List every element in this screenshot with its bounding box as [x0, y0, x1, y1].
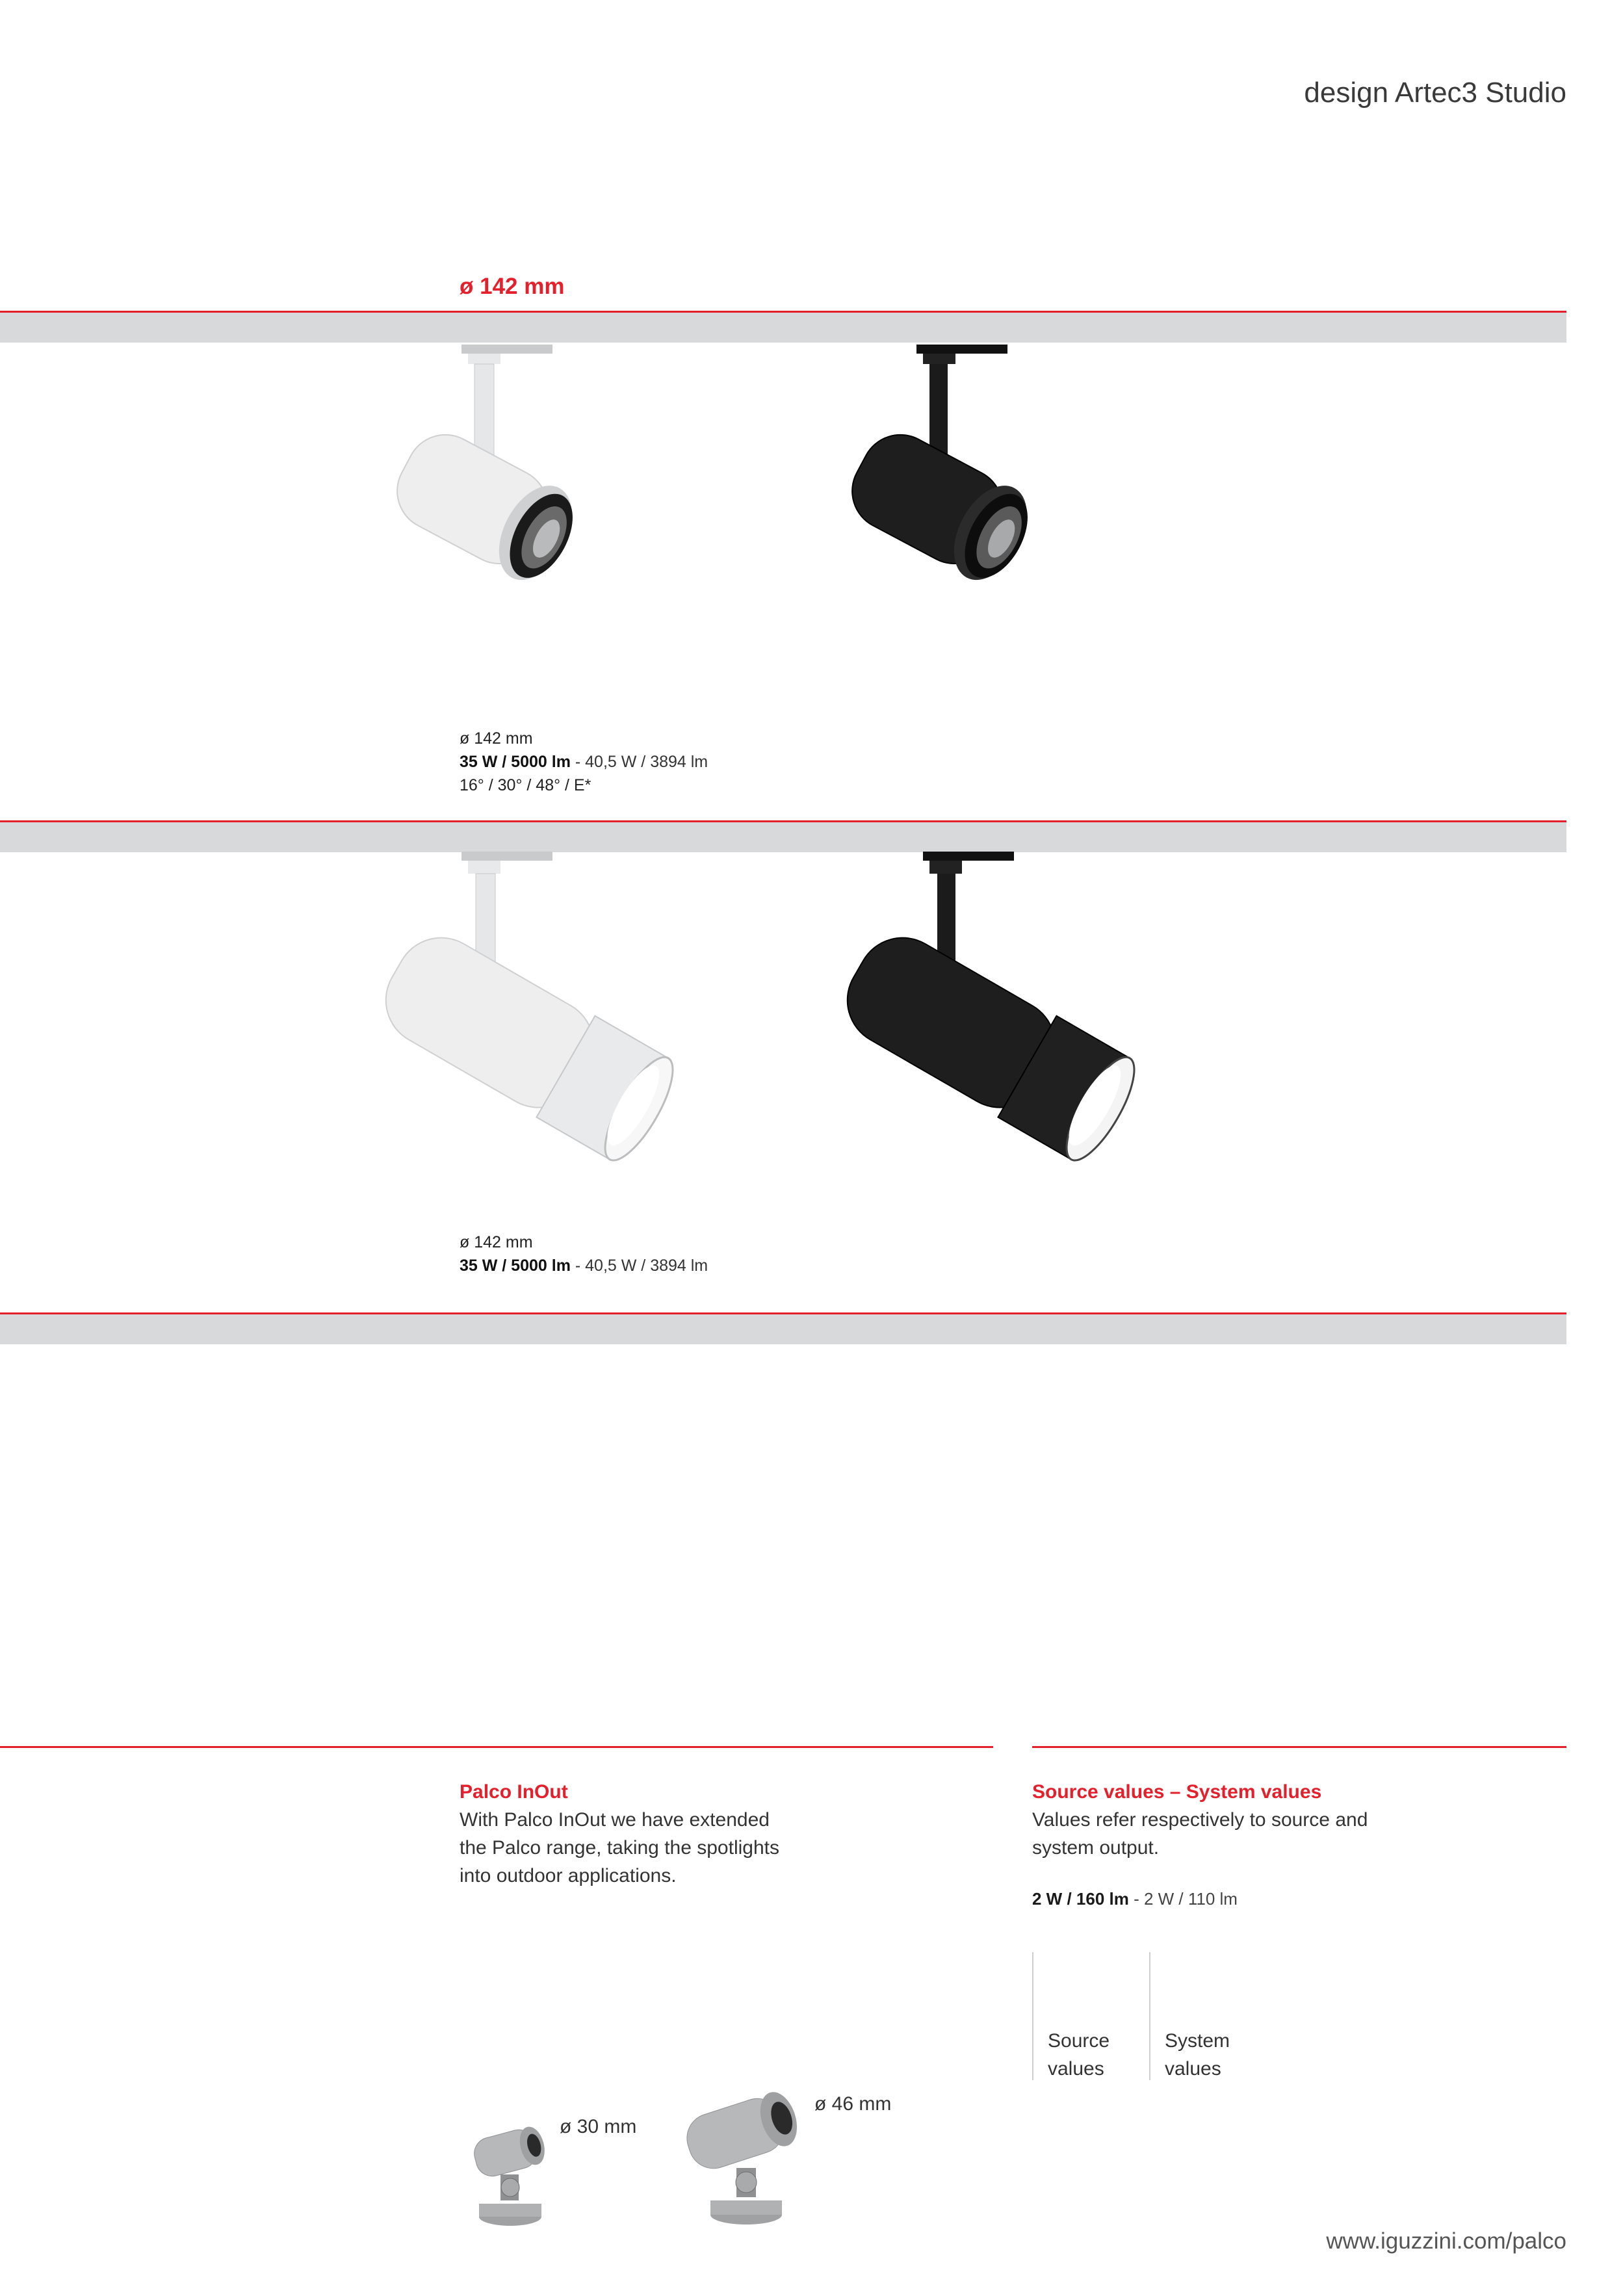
- inout-small-spotlight-image: [465, 2106, 556, 2230]
- inout-small-label: ø 30 mm: [560, 2116, 637, 2137]
- spotlight-white-snoot-image: [351, 845, 702, 1209]
- product-spec-1: [460, 727, 708, 797]
- spotlight-white-image: [364, 338, 650, 644]
- values-line-2: system output.: [1032, 1837, 1160, 1859]
- product-source-power: 35 W / 5000 lm: [460, 1257, 571, 1275]
- system-bracket-line: [1149, 1952, 1150, 2080]
- spotlight-black-image: [819, 338, 1105, 644]
- source-values-label: Source values: [1048, 2030, 1110, 2080]
- product-diameter: ø 142 mm: [460, 729, 533, 748]
- product-beam-angles: 16° / 30° / 48° / E*: [460, 776, 591, 794]
- track-band: [0, 313, 1566, 343]
- inout-large-label: ø 46 mm: [814, 2093, 892, 2115]
- source-bracket-line: [1032, 1952, 1033, 2080]
- product-source-power: 35 W / 5000 lm: [460, 753, 571, 771]
- spotlight-black-snoot-image: [812, 845, 1163, 1209]
- footer-url[interactable]: www.iguzzini.com/palco: [1326, 2228, 1566, 2254]
- example-system-value: - 2 W / 110 lm: [1128, 1889, 1238, 1909]
- system-values-label: System values: [1165, 2030, 1230, 2080]
- inout-line-2: the Palco range, taking the spotlights: [460, 1837, 779, 1859]
- divider-line: [0, 1746, 993, 1748]
- inout-line-3: into outdoor applications.: [460, 1865, 677, 1886]
- track-band: [0, 1314, 1566, 1344]
- product-diameter: ø 142 mm: [460, 1233, 533, 1251]
- inout-large-spotlight-image: [679, 2077, 809, 2230]
- values-section: [1032, 1778, 1368, 1862]
- values-line-1: Values refer respectively to source and: [1032, 1809, 1368, 1831]
- inout-title: Palco InOut: [460, 1781, 568, 1803]
- designer-credit: design Artec3 Studio: [1304, 77, 1566, 109]
- inout-line-1: With Palco InOut we have extended: [460, 1809, 770, 1831]
- values-title: Source values – System values: [1032, 1781, 1322, 1803]
- track-band: [0, 822, 1566, 852]
- product-system-power: - 40,5 W / 3894 lm: [570, 753, 708, 771]
- inout-section: [460, 1778, 779, 1890]
- example-source-value: 2 W / 160 lm: [1032, 1889, 1129, 1909]
- product-spec-2: [460, 1231, 708, 1277]
- divider-line: [1032, 1746, 1566, 1748]
- values-example: [1032, 1887, 1238, 1911]
- product-system-power: - 40,5 W / 3894 lm: [570, 1257, 708, 1275]
- section-title: ø 142 mm: [460, 274, 565, 299]
